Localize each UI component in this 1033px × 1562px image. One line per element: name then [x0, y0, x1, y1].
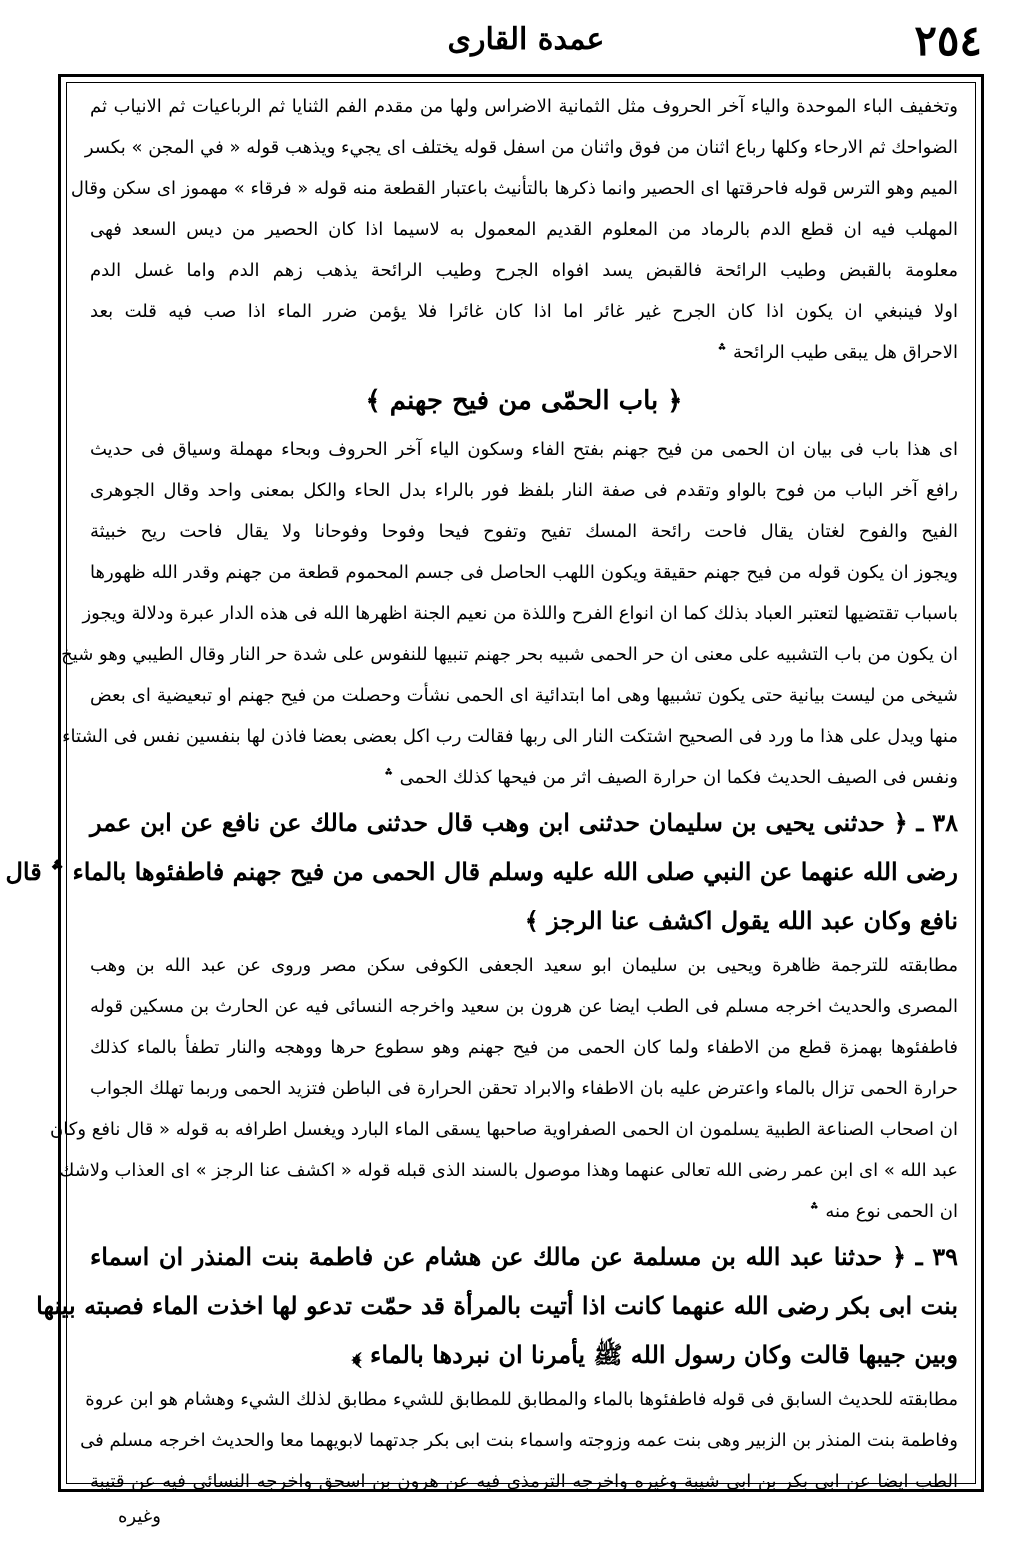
text-line: الفيح والفوح لغتان يقال فاحت رائحة المسك تفيح وتفوح فيحا وفوحا وفوحانا ولا يقال فاحت ريح خبيثة — [90, 521, 958, 542]
hadith-39 — [36, 1232, 958, 1379]
commentary-block-2 — [61, 429, 958, 798]
hadith-line: نافع وكان عبد الله يقول اكشف عنا الرجز ﴾ — [524, 906, 958, 935]
hadith-line: ٣٨ ـ ﴿ حدثنى يحيى بن سليمان حدثنى ابن وهب قال حدثنى مالك عن نافع عن ابن عمر — [90, 808, 958, 837]
commentary-block-1 — [70, 86, 958, 373]
text-line: رافع آخر الباب من فوح بالواو وتقدم فى صفة النار بلفظ فور بالراء بدل الحاء والكل بمعنى واحد وقال الجوهرى — [90, 480, 958, 501]
text-line: اولا فينبغي ان يكون اذا كان الجرح غير غائر اما اذا كان غائرا فلا يؤمن ضرر الماء اذا صب فيه قلت بعد — [90, 301, 958, 322]
text-line: مطابقته للحديث السابق فى قوله فاطفئوها بالماء والمطابق للمطابق للشيء مطابق لذلك الشيء وهشام هو ابن عروة — [85, 1389, 958, 1410]
hadith-line: ٣٩ ـ ﴿ حدثنا عبد الله بن مسلمة عن مالك عن هشام عن فاطمة بنت المنذر ان اسماء — [90, 1242, 958, 1271]
commentary-block-4 — [80, 1379, 958, 1502]
text-line: ونفس فى الصيف الحديث فكما ان حرارة الصيف اثر من فيحها كذلك الحمى ؞ — [383, 767, 958, 788]
hadith-line: وبين جيبها قالت وكان رسول الله ﷺ يأمرنا ان نبردها بالماء ﴾ — [351, 1340, 958, 1369]
hadith-line: رضى الله عنهما عن النبي صلى الله عليه وسلم قال الحمى من فيح جهنم فاطفئوها بالماء ؞ قال — [5, 857, 958, 886]
hadith-line: بنت ابى بكر رضى الله عنهما كانت اذا أتيت بالمرأة قد حمّت تدعو لها اخذت الماء فصبته بينها — [36, 1291, 958, 1320]
page-title: عمدة القارى — [447, 22, 605, 57]
text-line: ان يكون من باب التشبيه على معنى ان حر الحمى شبيه بحر جهنم تنبيها للنفوس على شدة حر النار وقال الطيبي وهو شيخ — [61, 644, 958, 665]
text-line: الطب ايضا عن ابى بكر بن ابى شيبة وغيره واخرجه الترمذى فيه عن هرون بن اسحق واخرجه النسائى فيه عن قتيبة — [90, 1471, 958, 1492]
text-line: ان الحمى نوع منه ؞ — [809, 1201, 958, 1222]
text-line: حرارة الحمى تزال بالماء واعترض عليه بان الاطفاء والابراد تحقن الحرارة فى الباطن فتزيد الحمى وربما تهلك الجواب — [90, 1078, 958, 1099]
text-line: فاطفئوها بهمزة قطع من الاطفاء ولما كان الحمى من فيح جهنم وهو سطوع حرها ووهجه والنار تطفأ بالماء كذلك — [90, 1037, 958, 1058]
text-line: المهلب فيه ان قطع الدم بالرماد من المعلوم القديم المعمول به لاسيما اذا كان الحصير من ديس السعد فهى — [90, 219, 958, 240]
commentary-block-3 — [50, 945, 958, 1232]
text-line: ان اصحاب الصناعة الطبية يسلمون ان الحمى الصفراوية صاحبها يسقى الماء البارد ويغسل اطرافه به قوله « قال نافع وكان — [50, 1119, 958, 1140]
catchword: وغيره — [118, 1506, 161, 1527]
text-line: الضواحك ثم الارحاء وكلها رباع اثنان من فوق واثنان من اسفل قوله يختلف اى يجيء ويذهب قوله « في المجن » بكسر — [84, 137, 958, 158]
chapter-heading: ﴿ باب الحمّى من فيح جهنم ﴾ — [365, 386, 683, 416]
text-line: اى هذا باب فى بيان ان الحمى من فيح جهنم بفتح الفاء وسكون الياء آخر الحروف وبحاء مهملة وسياق فى حديث — [90, 439, 958, 460]
text-line: عبد الله » اى ابن عمر رضى الله تعالى عنهما وهذا موصول بالسند الذى قبله قوله « اكشف عنا الرجز » اى العذاب ولاشك — [59, 1160, 958, 1181]
page-number: ٢٥٤ — [914, 16, 982, 65]
text-line: باسباب تقتضيها لتعتبر العباد بذلك كما ان انواع الفرح واللذة من نعيم الجنة اظهرها الله فى هذه الدار عبرة ودلالة ويجوز — [82, 603, 958, 624]
text-line: معلومة بالقبض وطيب الرائحة فالقبض يسد افواه الجرح وطيب الرائحة يذهب زهم الدم واما غسل الدم — [90, 260, 958, 281]
text-line: منها ويدل على هذا ما ورد فى الصحيح اشتكت النار الى ربها فقالت رب اكل بعضى بعضا فاذن لها بنفسين نفس فى الشتاء — [62, 726, 958, 747]
page-body — [5, 86, 958, 1492]
text-line: المصرى والحديث اخرجه مسلم فى الطب ايضا عن هرون بن سعيد واخرجه النسائى فيه عن الحارث بن مسكين قوله — [90, 996, 958, 1017]
text-line: مطابقته للترجمة ظاهرة ويحيى بن سليمان ابو سعيد الجعفى الكوفى سكن مصر وروى عن عبد الله بن وهب — [90, 955, 958, 976]
hadith-38 — [5, 798, 958, 945]
text-line: الميم وهو الترس قوله فاحرقتها اى الحصير وانما ذكرها بالتأنيث باعتبار القطعة منه قوله « فرقاء » مهموز اى سكن وقال — [70, 178, 958, 199]
text-line: الاحراق هل يبقى طيب الرائحة ؞ — [716, 342, 958, 363]
text-line: ويجوز ان يكون قوله من فيح جهنم حقيقة ويكون اللهب الحاصل فى جسم المحموم قطعة من جهنم وقدر الله ظهورها — [90, 562, 958, 583]
page-header — [70, 16, 982, 68]
text-line: شيخى من ليست بيانية حتى يكون تشبيها وهى اما ابتدائية اى الحمى نشأت وحصلت من فيح جهنم او تبعيضية اى بعض — [90, 685, 958, 706]
text-line: وتخفيف الباء الموحدة والياء آخر الحروف مثل الثمانية الاضراس ولها من مقدم الفم الثنايا ثم الرباعيات ثم الانياب ثم — [90, 96, 958, 117]
text-line: وفاطمة بنت المنذر بن الزبير وهى بنت عمه وزوجته واسماء بنت ابى بكر جدتهما لابويهما معا والحديث اخرجه مسلم فى — [80, 1430, 958, 1451]
